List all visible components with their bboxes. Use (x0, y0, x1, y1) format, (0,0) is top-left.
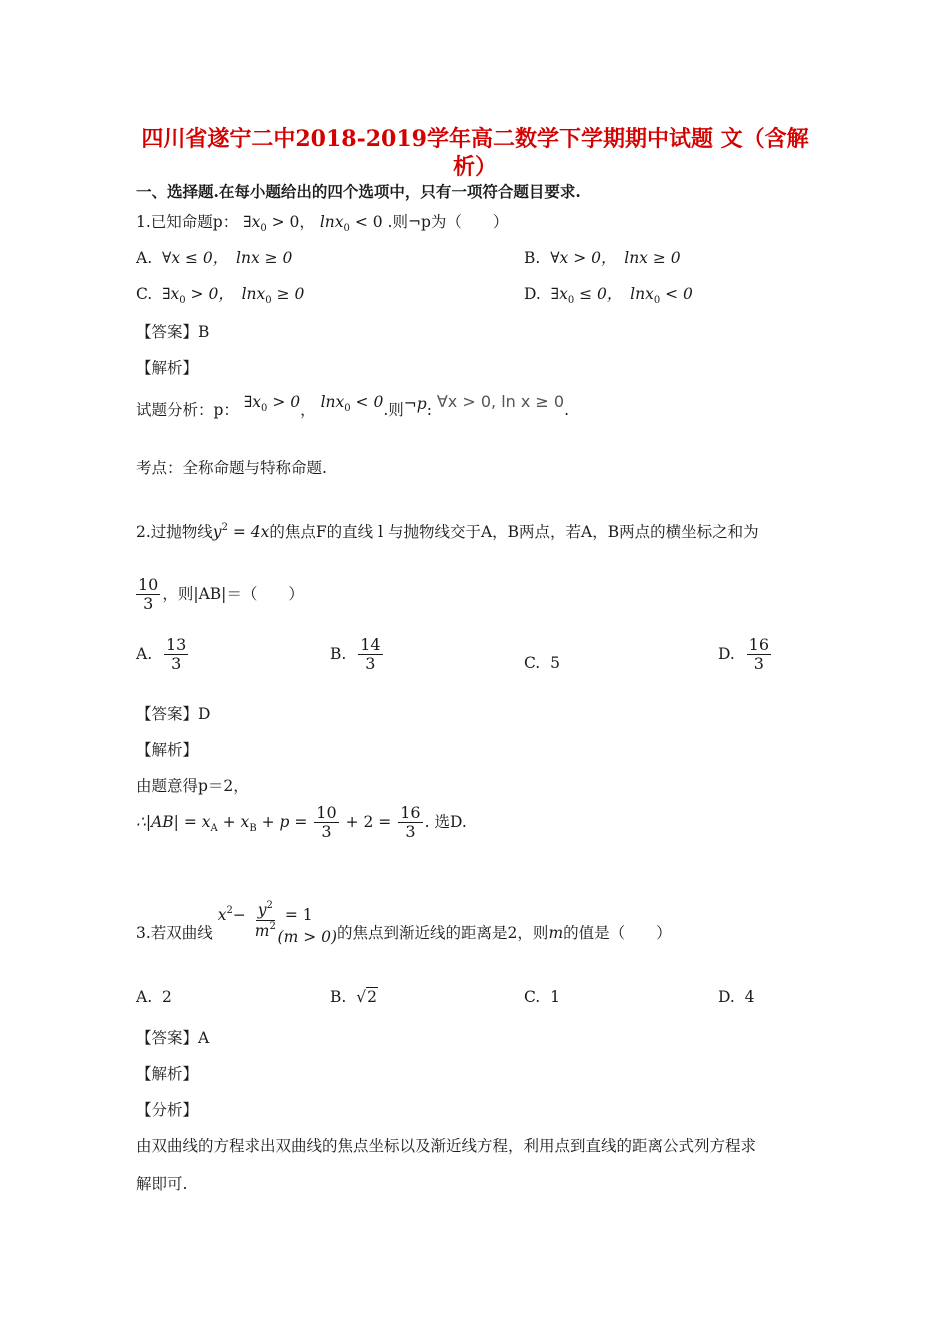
q1-stem-math1: $\exists x_0 > 0$， (243, 213, 315, 234)
page-title-continued: 析） (452, 154, 497, 180)
q2-option-b: B. $\frac{14}{3}$ (330, 635, 381, 674)
q1-answer: 【答案】B (136, 323, 210, 341)
q3-fenxi-line1: 由双曲线的方程求出双曲线的焦点坐标以及渐近线方程，利用点到直线的距离公式列方程求 (136, 1137, 757, 1155)
q1-stem-math2: lnx$_0$ < 0 (319, 213, 383, 234)
q1-kaodian: 考点：全称命题与特称命题. (136, 459, 327, 477)
question-2-stem-line2: $\frac{10}{3}$ ，则|AB|＝（ ） (138, 575, 304, 614)
q2-analysis-line1: 由题意得p＝2， (136, 777, 249, 795)
q3-option-d: D. 4 (718, 988, 755, 1006)
section-heading: 一、选择题.在每小题给出的四个选项中，只有一项符合题目要求. (136, 182, 581, 201)
q3-option-c: C. 1 (524, 988, 560, 1006)
q1-option-b: B. ∀x > 0， lnx ≥ 0 (524, 249, 681, 267)
question-2-stem: 2.过抛物线$y^2 = 4x$的焦点F的直线 l 与抛物线交于A，B两点，若A，B两点的横坐标之和为 (136, 522, 759, 541)
q3-option-b: B. √2 (330, 988, 377, 1006)
q2-fraction: $\frac{10}{3}$ (138, 575, 159, 614)
q3-analysis-label: 【解析】 (136, 1065, 199, 1083)
question-1-stem (136, 210, 508, 234)
q3-answer: 【答案】A (136, 1029, 210, 1047)
q3-fenxi-label: 【分析】 (136, 1101, 199, 1119)
page-title: 四川省遂宁二中2018-2019学年高二数学下学期期中试题 文（含解 (141, 126, 809, 152)
q3-sqrt: √2 (356, 988, 377, 1006)
q1-analysis-line: 试题分析：p： $\exists x_0 > 0$， lnx$_0$ < 0.则¬p: ∀x > 0, ln x ≥ 0. (136, 392, 570, 419)
q1-analysis-label: 【解析】 (136, 359, 199, 377)
q2-analysis-label: 【解析】 (136, 741, 199, 759)
question-3-stem: 3.若双曲线 $x^2-$ $\frac{y^2}{m^2}$ = 1 (m > 0)的焦点到渐近线的距离是2，则m的值是（ ） (136, 900, 672, 947)
q1-stem-suffix: .则¬p为（ ） (387, 213, 509, 231)
q2-option-d: D. $\frac{16}{3}$ (718, 635, 770, 674)
q1-option-c: C. $\exists x_0 > 0$， lnx$_0$ ≥ 0 (136, 285, 305, 306)
q1-option-a: A. ∀x ≤ 0， lnx ≥ 0 (136, 249, 293, 267)
q2-analysis-line2: ∴|AB| = $x_A + x_B + p$ = $\frac{10}{3}$ + 2 = $\frac{16}{3}$ . 选D. (136, 803, 467, 842)
q3-option-a: A. 2 (136, 988, 172, 1006)
q1-option-d: D. $\exists x_0 \le 0$， lnx$_0$ < 0 (524, 285, 693, 306)
q2-option-c: C. 5 (524, 654, 560, 672)
q1-stem-prefix: 1.已知命题p： (136, 213, 239, 231)
q2-answer: 【答案】D (136, 705, 211, 723)
q2-option-a: A. $\frac{13}{3}$ (136, 635, 187, 674)
q3-fenxi-line2: 解即可. (136, 1175, 188, 1193)
q1-analysis-result-image: ∀x > 0, ln x ≥ 0 (436, 392, 565, 411)
